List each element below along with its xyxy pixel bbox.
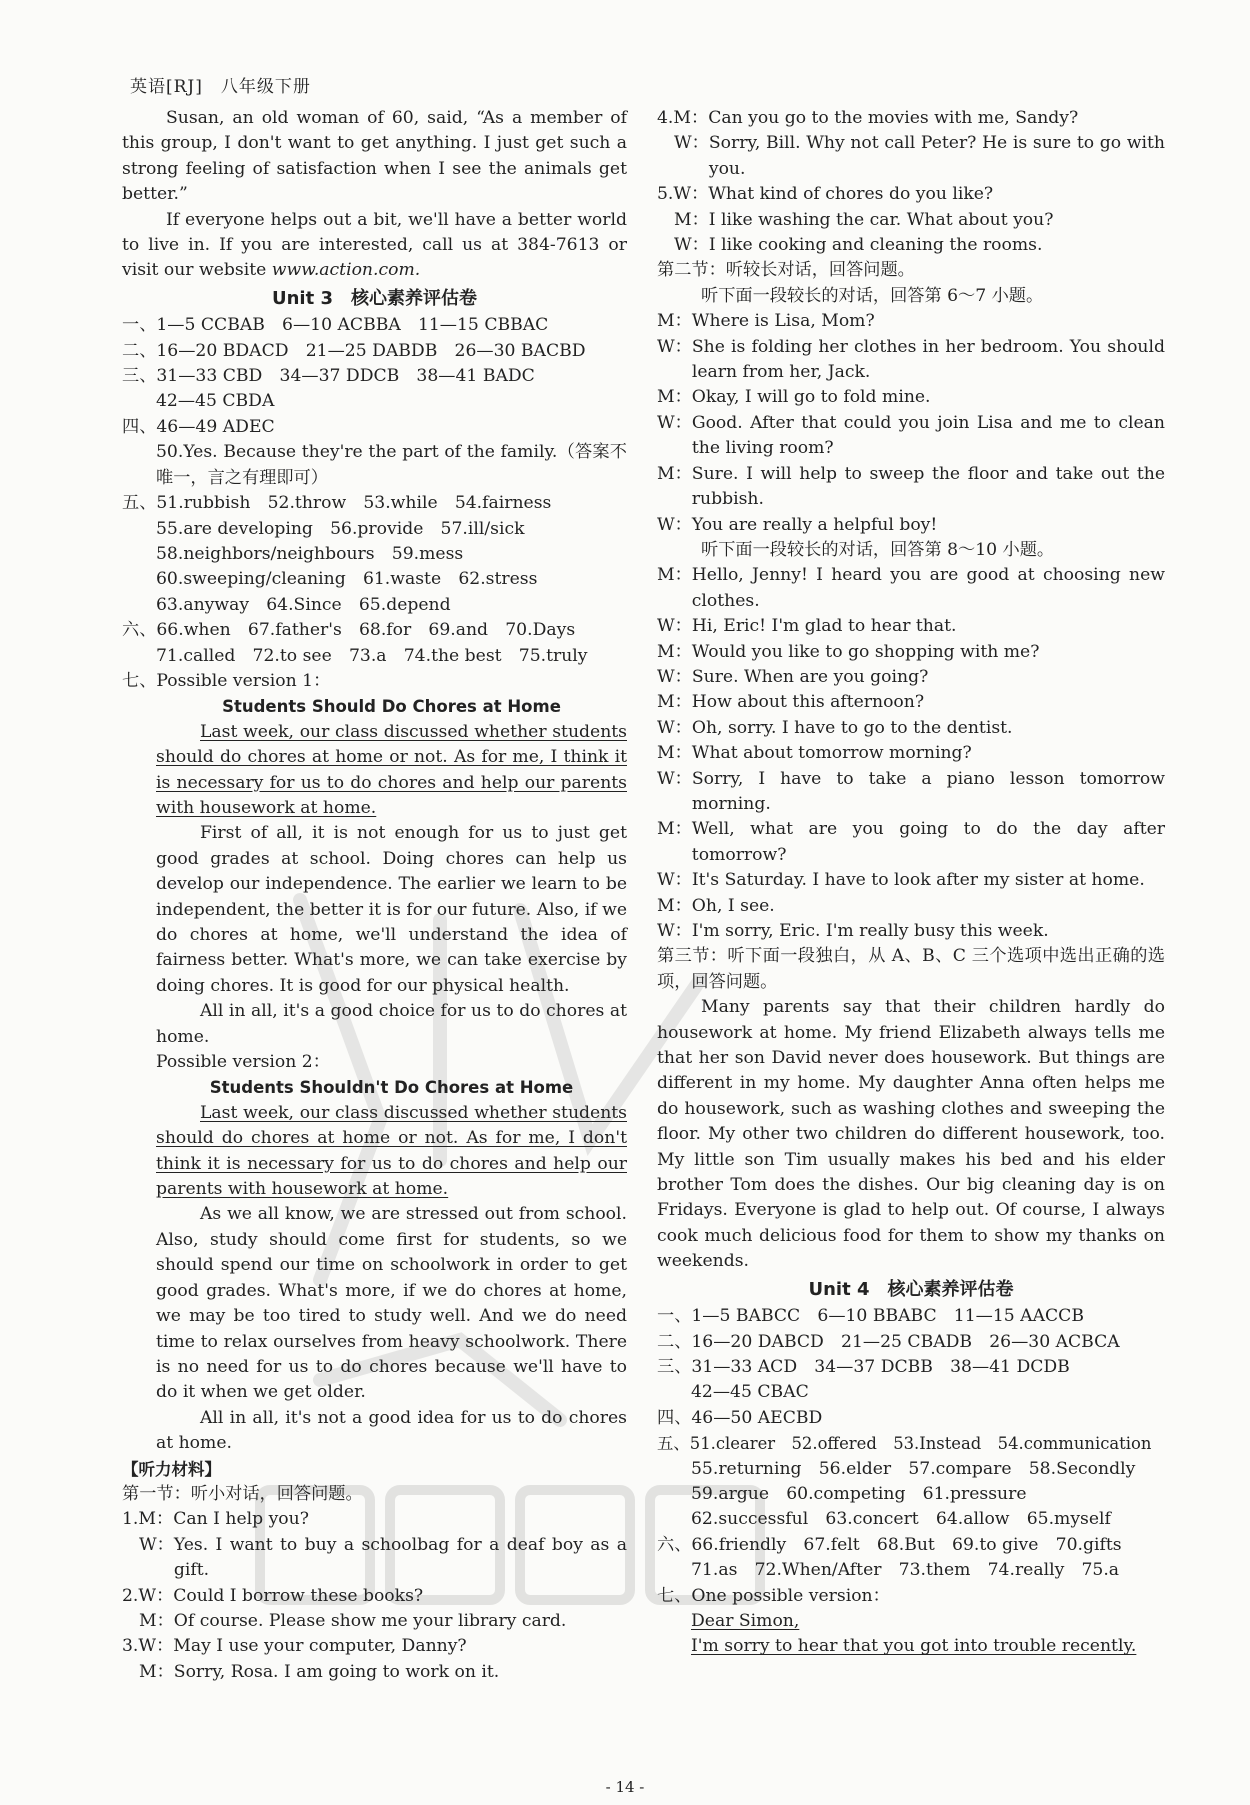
running-header: 英语[RJ] 八年级下册 <box>130 77 311 97</box>
letter-line: I'm sorry to hear that you got into trouble recently. <box>691 1636 1137 1657</box>
answer-line: 71.as 72.When/After 73.them 74.really 75.a <box>691 1560 1120 1581</box>
essay-1 <box>122 694 627 1050</box>
essay-paragraph: All in all, it's not a good idea for us to do chores at home. <box>156 1407 627 1454</box>
answer-line: 七、Possible version 1： <box>122 670 331 691</box>
essay-paragraph: As we all know, we are stressed out from school. Also, study should come first for students, so we should spend our time on schoolwork in order to get good grades. What's more, if we do chores at home, we may be too tired to study well. And we do need time to relax ourselves from heavy schoolwork. There is no need for us to do chores because we'll have to do it when we get older. <box>156 1204 627 1403</box>
answer-line: 42—45 CBAC <box>691 1382 809 1403</box>
essay1-title: Students Should Do Chores at Home <box>222 697 561 717</box>
essay-2 <box>122 1075 627 1456</box>
answer-line: Possible version 2： <box>156 1052 330 1073</box>
dialogue-line: 3.W： May I use your computer, Danny? <box>122 1636 467 1657</box>
dialogue-line: W： It's Saturday. I have to look after my sister at home. <box>657 870 1145 891</box>
page-number: - 14 - <box>605 1778 645 1796</box>
listening-material-tag: 【听力材料】 <box>122 1459 221 1479</box>
dialogue-line: M： Hello, Jenny! I heard you are good at choosing new clothes. <box>657 565 1165 611</box>
answer-line: 一、1—5 CCBAB 6—10 ACBBA 11—15 CBBAC <box>122 315 549 336</box>
dialogue-line: W： Hi, Eric! I'm glad to hear that. <box>657 616 957 637</box>
essay-paragraph: First of all, it is not enough for us to just get good grades at school. Doing chores can help us develop our independence. The earlier we learn to be independent, the better it is for our future. Also, if we do chores at home, we'll understand the idea of fairness better. What's more, we can take exercise by doing chores. It is good for our physical health. <box>156 823 627 996</box>
dialogue-line: M： Sure. I will help to sweep the floor and take out the rubbish. <box>657 463 1165 510</box>
dialogue-line: M： How about this afternoon? <box>657 692 925 713</box>
section-heading: 第三节：听下面一段独白，从 A、B、C 三个选项中选出正确的选项，回答问题。 <box>657 946 1165 992</box>
answer-line: 50.Yes. Because they're the part of the family.（答案不唯一，言之有理即可） <box>156 442 627 488</box>
dialogue-line: W： You are really a helpful boy! <box>657 514 938 535</box>
answer-line: 四、46—50 AECBD <box>657 1407 823 1428</box>
answer-line: 60.sweeping/cleaning 61.waste 62.stress <box>156 569 538 590</box>
dialogue-line: M： I like washing the car. What about you? <box>674 209 1054 230</box>
dialogue-line: W： She is folding her clothes in her bedroom. You should learn from her, Jack. <box>657 336 1165 383</box>
answer-line: 六、66.friendly 67.felt 68.But 69.to give 70.gifts <box>657 1534 1122 1555</box>
dialogue-line: M： Sorry, Rosa. I am going to work on it. <box>139 1661 500 1682</box>
dialogue-line: M： Okay, I will go to fold mine. <box>657 387 931 408</box>
answer-line: 六、66.when 67.father's 68.for 69.and 70.Days <box>122 620 576 641</box>
monologue-paragraph: Many parents say that their children hardly do housework at home. My friend Elizabeth always tells me that her son David never does housework. But things are different in my home. My daughter Anna often helps me do housework, such as washing clothes and sweeping the floor. My other two children do different housework, too. My little son Tim usually makes his bed and his elder brother Tom does the dishes. Our big cleaning day is on Fridays. Everyone is glad to help out. Of course, I always cook much delicious food for them to show my thanks on weekends. <box>657 997 1165 1272</box>
dialogue-line: W： Yes. I want to buy a schoolbag for a deaf boy as a gift. <box>139 1534 627 1581</box>
answer-line: 59.argue 60.competing 61.pressure <box>691 1483 1027 1504</box>
essay-paragraph: All in all, it's a good choice for us to do chores at home. <box>156 1001 627 1047</box>
conversation-2 <box>657 563 1165 944</box>
answer-line: 58.neighbors/neighbours 59.mess <box>156 543 464 564</box>
answer-line: 42—45 CBDA <box>156 391 275 412</box>
answer-line: 63.anyway 64.Since 65.depend <box>156 594 451 615</box>
right-column <box>657 106 1165 1660</box>
dialogue-line: W： Sorry, Bill. Why not call Peter? He is sure to go with you. <box>674 133 1165 179</box>
dialogue-line: M： Of course. Please show me your library card. <box>139 1610 567 1631</box>
dialogue-line: M： Well, what are you going to do the day after tomorrow? <box>657 819 1165 865</box>
dialogue-line: W： Oh, sorry. I have to go to the dentist. <box>657 717 1013 738</box>
dialogue-line: W： I like cooking and cleaning the rooms. <box>674 235 1043 256</box>
essay-paragraph: Last week, our class discussed whether students should do chores at home or not. As for me, I think it is necessary for us to do chores and help our parents with housework at home. <box>156 721 627 818</box>
answer-line: 一、1—5 BABCC 6—10 BBABC 11—15 AACCB <box>657 1306 1084 1327</box>
essay-paragraph: Last week, our class discussed whether students should do chores at home or not. As for me, I don't think it is necessary for us to do chores and help our parents with housework at home. <box>156 1102 627 1200</box>
website-text: www.action.com. <box>271 260 421 281</box>
answer-line: 二、16—20 DABCD 21—25 CBADB 26—30 ACBCA <box>657 1331 1120 1352</box>
dialogue-line: W： Sorry, I have to take a piano lesson tomorrow morning. <box>657 768 1165 814</box>
dialogue-line: W： Sure. When are you going? <box>657 666 929 687</box>
conversation-1 <box>657 309 1165 538</box>
reading-paragraph: Susan, an old woman of 60, said, “As a member of this group, I don't want to get anything. I just get such a strong feeling of satisfaction when I see the animals get better.” <box>122 108 627 205</box>
answer-line: 五、51.clearer 52.offered 53.Instead 54.communication <box>657 1434 1152 1454</box>
answer-line: 七、One possible version： <box>657 1585 890 1606</box>
dialogue-line: 2.W： Could I borrow these books? <box>122 1585 424 1606</box>
answer-line: 三、31—33 ACD 34—37 DCBB 38—41 DCDB <box>657 1356 1070 1377</box>
sub-instruction: 听下面一段较长的对话，回答第 8～10 小题。 <box>701 539 1055 560</box>
left-column <box>122 106 627 1685</box>
dialogue-line: W： Good. After that could you join Lisa and me to clean the living room? <box>657 412 1165 459</box>
section-heading: 第一节：听小对话，回答问题。 <box>122 1483 363 1504</box>
dialogue-line: 1.M： Can I help you? <box>122 1509 309 1530</box>
answer-line: 二、16—20 BDACD 21—25 DABDB 26—30 BACBD <box>122 340 586 361</box>
answer-line: 三、31—33 CBD 34—37 DDCB 38—41 BADC <box>122 366 535 387</box>
unit4-title: Unit 4 核心素养评估卷 <box>808 1278 1014 1300</box>
answer-line: 四、46—49 ADEC <box>122 416 275 437</box>
letter-greeting: Dear Simon, <box>691 1610 800 1631</box>
dialogue-line: M： Where is Lisa, Mom? <box>657 311 875 332</box>
answer-line: 55.returning 56.elder 57.compare 58.Secondly <box>691 1458 1136 1479</box>
dialogue-line: 5.W： What kind of chores do you like? <box>657 184 994 205</box>
dialogue-line: M： What about tomorrow morning? <box>657 743 972 764</box>
section-heading: 第二节：听较长对话，回答问题。 <box>657 260 915 281</box>
dialogue-line: 4.M： Can you go to the movies with me, Sandy? <box>657 108 1079 128</box>
answer-line: 71.called 72.to see 73.a 74.the best 75.truly <box>156 645 588 666</box>
reading-paragraph: If everyone helps out a bit, we'll have a better world to live in. If you are interested, call us at 384-7613 or visit our website www.action.com. <box>122 209 627 281</box>
answer-line: 55.are developing 56.provide 57.ill/sick <box>156 518 525 539</box>
essay2-title: Students Shouldn't Do Chores at Home <box>209 1078 574 1098</box>
dialogue-line: W： I'm sorry, Eric. I'm really busy this week. <box>657 921 1049 941</box>
dialogue-line: M： Oh, I see. <box>657 895 775 916</box>
sub-instruction: 听下面一段较长的对话，回答第 6～7 小题。 <box>701 285 1044 306</box>
answer-line: 五、51.rubbish 52.throw 53.while 54.fairness <box>122 493 552 514</box>
dialogue-line: M： Would you like to go shopping with me? <box>657 641 1040 662</box>
answer-line: 62.successful 63.concert 64.allow 65.myself <box>691 1509 1111 1530</box>
unit3-title: Unit 3 核心素养评估卷 <box>272 287 477 309</box>
